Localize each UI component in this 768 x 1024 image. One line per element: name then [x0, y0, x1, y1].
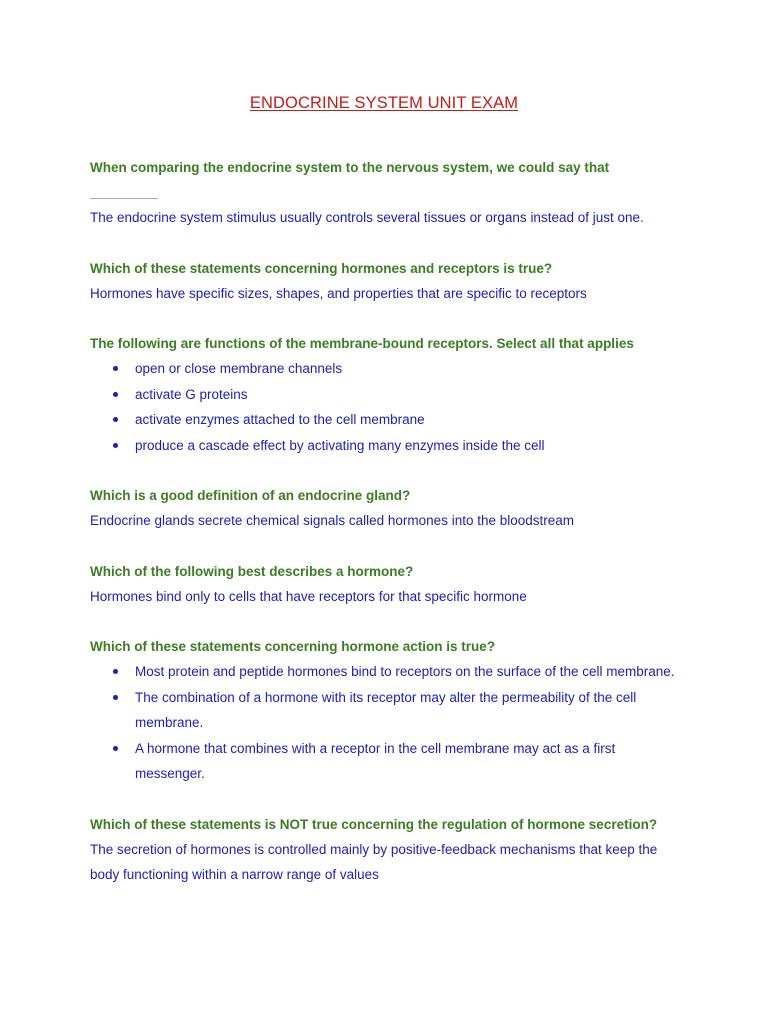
question-text: The following are functions of the membrane-bound receptors. Select all that applies: [90, 336, 634, 351]
answer-bullet: [90, 407, 678, 433]
qa-item: [90, 483, 678, 534]
question-text: When comparing the endocrine system to the nervous system, we could say that _________: [90, 160, 610, 200]
answer-bullet-list: [90, 356, 678, 458]
bullet-text: produce a cascade effect by activating many enzymes inside the cell: [135, 437, 545, 453]
bullet-icon: [113, 392, 118, 397]
answer-text: Hormones have specific sizes, shapes, and properties that are specific to receptors: [90, 285, 587, 301]
bullet-icon: [113, 366, 118, 371]
answer-text: The secretion of hormones is controlled mainly by positive-feedback mechanisms that keep the body functioning within a narrow range of values: [90, 841, 658, 882]
answer-bullet: [90, 659, 678, 685]
answer-bullet: [90, 685, 678, 736]
bullet-text: A hormone that combines with a receptor in the cell membrane may act as a first messenger.: [135, 740, 616, 781]
question-text: Which of these statements concerning hormone action is true?: [90, 639, 496, 654]
bullet-text: activate enzymes attached to the cell membrane: [135, 412, 425, 427]
qa-item: [90, 155, 678, 231]
question-text: Which is a good definition of an endocrine gland?: [90, 488, 411, 503]
bullet-icon: [113, 695, 118, 700]
answer-bullet: [90, 736, 678, 787]
bullet-icon: [113, 443, 118, 448]
question-text: Which of the following best describes a hormone?: [90, 563, 414, 579]
bullet-text: Most protein and peptide hormones bind to receptors on the surface of the cell membrane.: [135, 664, 675, 679]
qa-item: [90, 559, 678, 610]
bullet-text: activate G proteins: [135, 386, 248, 402]
qa-item: [90, 634, 678, 787]
page-title: ENDOCRINE SYSTEM UNIT EXAM: [249, 94, 519, 112]
answer-bullet-list: [90, 659, 678, 787]
bullet-icon: [113, 669, 118, 674]
qa-item: [90, 331, 678, 458]
question-text: Which of these statements concerning hormones and receptors is true?: [90, 260, 553, 276]
question-text: Which of these statements is NOT true concerning the regulation of hormone secretion?: [90, 816, 658, 832]
answer-bullet: [90, 356, 678, 382]
bullet-text: open or close membrane channels: [135, 361, 343, 376]
answer-bullet: [90, 382, 678, 408]
bullet-text: The combination of a hormone with its receptor may alter the permeability of the cell membrane.: [135, 689, 637, 730]
bullet-icon: [113, 746, 118, 751]
qa-item: [90, 812, 678, 888]
bullet-icon: [113, 417, 118, 422]
answer-text: The endocrine system stimulus usually controls several tissues or organs instead of just one.: [90, 210, 644, 225]
qa-item: [90, 256, 678, 307]
answer-text: Hormones bind only to cells that have receptors for that specific hormone: [90, 588, 527, 604]
answer-text: Endocrine glands secrete chemical signals called hormones into the bloodstream: [90, 513, 575, 528]
answer-bullet: [90, 433, 678, 459]
